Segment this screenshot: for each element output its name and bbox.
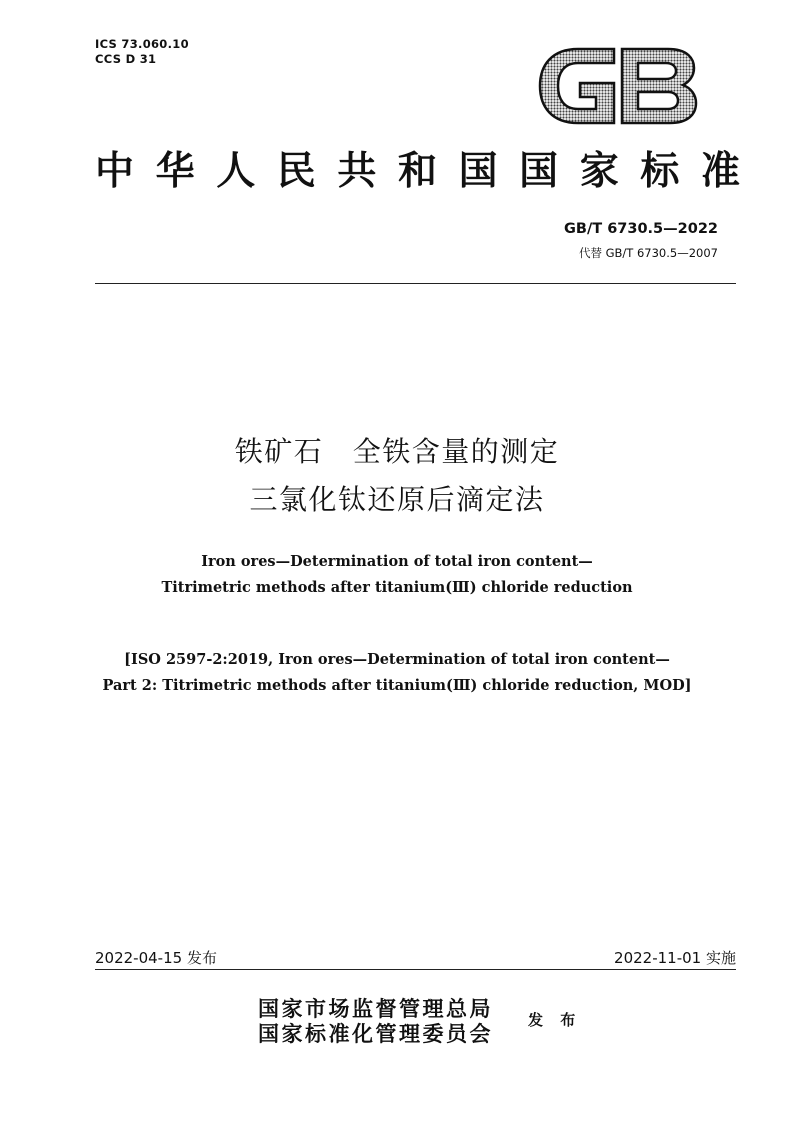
- issuing-authorities: [258, 996, 493, 1046]
- national-standard-title: [95, 144, 740, 198]
- title-char: 标: [640, 148, 680, 194]
- replaced-standard: 代替 GB/T 6730.5—2007: [578, 246, 718, 260]
- classification-codes: [95, 37, 189, 67]
- ccs-code: CCS D 31: [95, 52, 157, 66]
- english-title-line2: Titrimetric methods after titanium(Ⅲ) chloride reduction: [161, 579, 633, 596]
- issuer-samr: 国家市场监督管理总局: [258, 996, 493, 1021]
- title-char: 准: [700, 148, 740, 194]
- footer-divider: [95, 969, 736, 970]
- title-char: 民: [276, 148, 316, 194]
- ics-code: ICS 73.060.10: [95, 37, 189, 51]
- english-title-line1: Iron ores—Determination of total iron content—: [201, 553, 593, 570]
- title-char: 家: [579, 148, 619, 194]
- chinese-title-line2: 三氯化钛还原后滴定法: [249, 483, 545, 516]
- title-char: 和: [397, 148, 437, 194]
- title-char: 人: [216, 148, 256, 194]
- title-char: 国: [519, 148, 559, 194]
- title-char: 共: [337, 148, 377, 194]
- implementation-date: 2022-11-01 实施: [614, 949, 736, 967]
- title-char: 华: [155, 148, 195, 194]
- title-char: 中: [95, 148, 135, 194]
- chinese-title-line1: 铁矿石 全铁含量的测定: [234, 435, 560, 468]
- standard-number: GB/T 6730.5—2022: [564, 221, 718, 237]
- issue-date: 2022-04-15 发布: [95, 949, 217, 967]
- issuer-sac: 国家标准化管理委员会: [258, 1021, 493, 1046]
- gb-logo-icon: [538, 47, 698, 125]
- iso-reference-line2: Part 2: Titrimetric methods after titanium(Ⅲ) chloride reduction, MOD]: [102, 677, 692, 694]
- iso-reference-line1: [ISO 2597-2:2019, Iron ores—Determination of total iron content—: [124, 651, 670, 668]
- title-char: 国: [458, 148, 498, 194]
- header-divider: [95, 283, 736, 284]
- publish-label: 发 布: [528, 1011, 582, 1029]
